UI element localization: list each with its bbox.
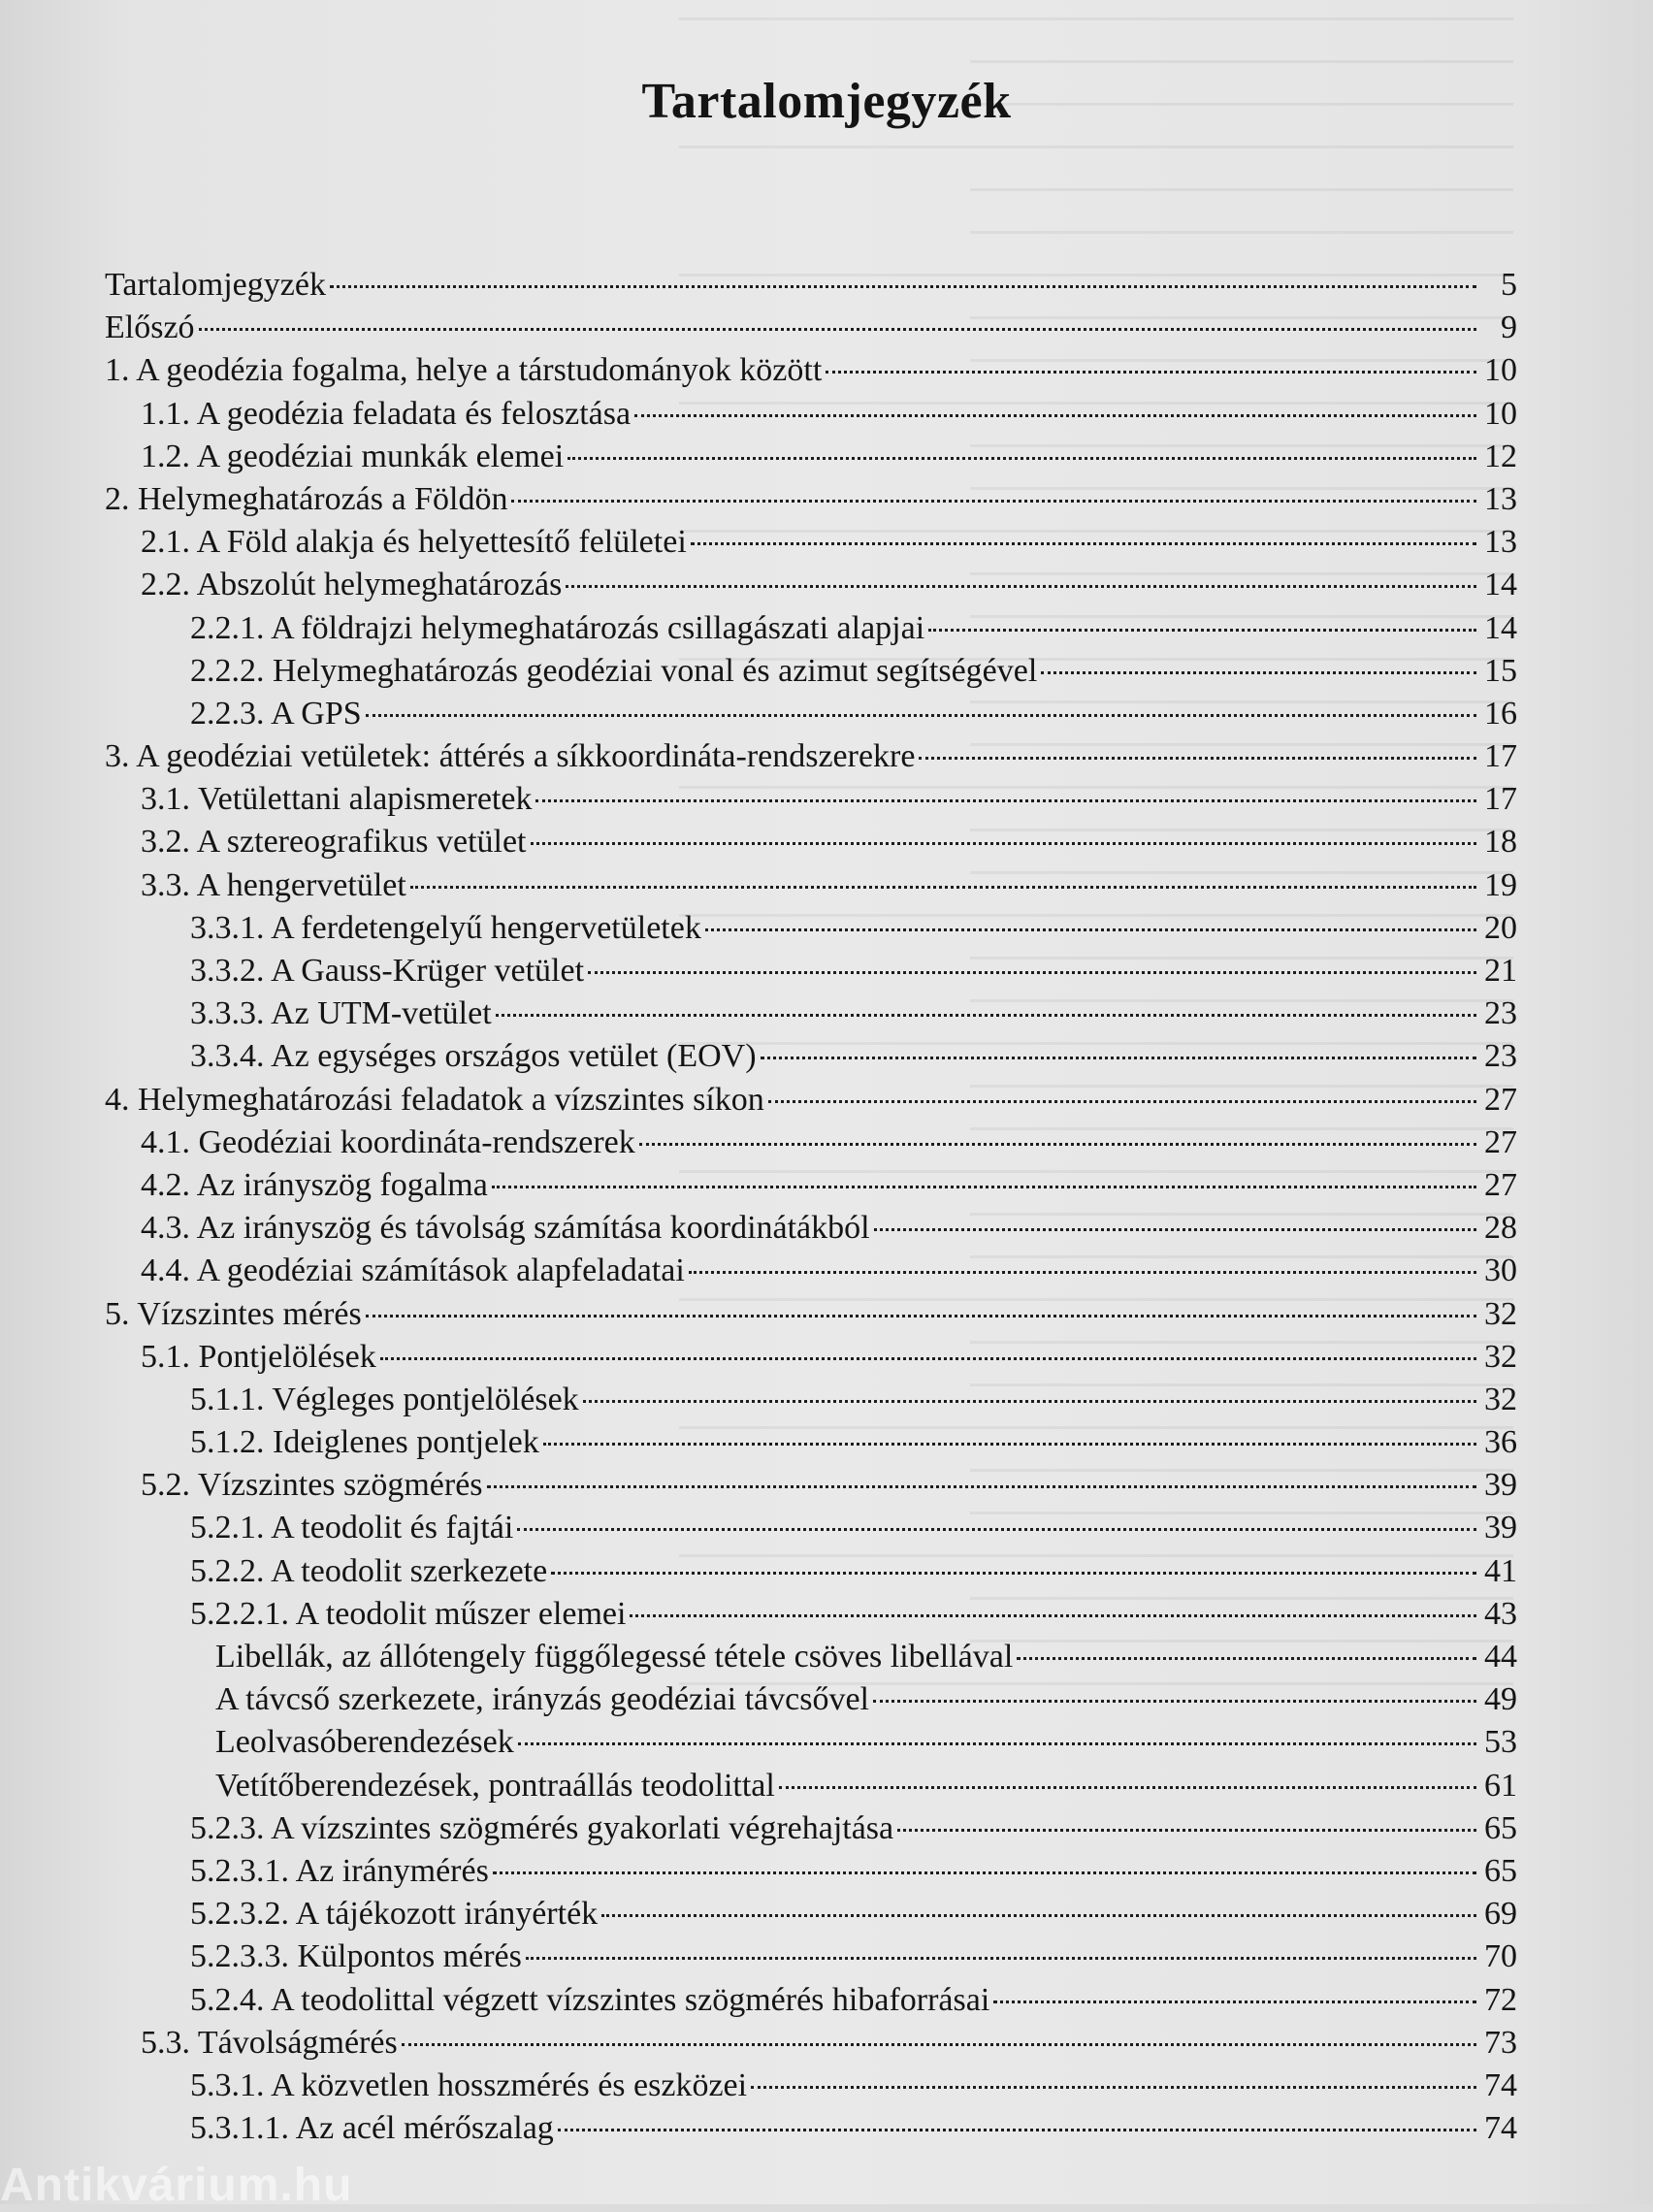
dot-leader bbox=[567, 457, 1476, 460]
show-through-line bbox=[970, 188, 1513, 191]
toc-entry-page-number: 32 bbox=[1484, 1381, 1517, 1417]
toc-entry-label: A távcső szerkezete, irányzás geodéziai távcsővel bbox=[215, 1681, 870, 1718]
toc-entry bbox=[105, 1678, 1517, 1721]
toc-entry-label: 3.3. A hengervetület bbox=[141, 866, 406, 903]
toc-entry-page-number: 5 bbox=[1501, 267, 1517, 303]
toc-entry-label: 2.2.2. Helymeghatározás geodéziai vonal és azimut segítségével bbox=[190, 652, 1038, 689]
toc-entry bbox=[105, 693, 1517, 735]
toc-entry-label: 4.3. Az irányszög és távolság számítása koordinátákból bbox=[141, 1210, 870, 1247]
toc-entry-label: Leolvasóberendezések bbox=[215, 1724, 514, 1761]
toc-entry-page-number: 19 bbox=[1484, 866, 1517, 903]
toc-entry bbox=[105, 1550, 1517, 1593]
toc-entry bbox=[105, 992, 1517, 1035]
dot-leader bbox=[511, 500, 1476, 503]
toc-entry-label: Előszó bbox=[105, 309, 195, 346]
toc-entry-label: Vetítőberendezések, pontraállás teodolittal bbox=[215, 1767, 775, 1804]
toc-entry-page-number: 14 bbox=[1484, 609, 1517, 646]
dot-leader bbox=[689, 1271, 1476, 1274]
show-through-line bbox=[970, 231, 1513, 234]
show-through-line bbox=[679, 17, 1513, 20]
toc-entry-label: 5.2.4. A teodolittal végzett vízszintes szögmérés hibaforrásai bbox=[190, 1981, 990, 2018]
toc-entry-page-number: 10 bbox=[1484, 395, 1517, 432]
toc-entry-page-number: 30 bbox=[1484, 1252, 1517, 1289]
dot-leader bbox=[919, 757, 1476, 760]
toc-entry-label: 5.2.2. A teodolit szerkezete bbox=[190, 1552, 548, 1589]
toc-entry-page-number: 74 bbox=[1484, 2066, 1517, 2103]
toc-entry bbox=[105, 2065, 1517, 2107]
dot-leader bbox=[601, 1914, 1476, 1917]
toc-entry-label: 5.1.1. Végleges pontjelölések bbox=[190, 1381, 579, 1417]
toc-entry-label: 4.1. Geodéziai koordináta-rendszerek bbox=[141, 1123, 635, 1160]
toc-entry bbox=[105, 1122, 1517, 1164]
toc-entry-page-number: 53 bbox=[1484, 1724, 1517, 1761]
dot-leader bbox=[380, 1357, 1476, 1360]
dot-leader bbox=[410, 886, 1476, 889]
toc-entry-label: 5. Vízszintes mérés bbox=[105, 1295, 362, 1332]
dot-leader bbox=[526, 1957, 1476, 1960]
dot-leader bbox=[639, 1143, 1476, 1146]
toc-entry bbox=[105, 1207, 1517, 1250]
toc-entry-page-number: 41 bbox=[1484, 1552, 1517, 1589]
toc-entry-label: Tartalomjegyzék bbox=[105, 267, 326, 303]
toc-entry bbox=[105, 1464, 1517, 1507]
toc-entry-label: 5.2.1. A teodolit és fajtái bbox=[190, 1510, 514, 1546]
toc-entry-page-number: 15 bbox=[1484, 652, 1517, 689]
toc-entry-page-number: 39 bbox=[1484, 1510, 1517, 1546]
toc-entry-label: 2.2.3. A GPS bbox=[190, 695, 362, 732]
toc-entry-page-number: 72 bbox=[1484, 1981, 1517, 2018]
toc-entry-label: 5.2.3.2. A tájékozott irányérték bbox=[190, 1896, 599, 1933]
toc-entry bbox=[105, 1035, 1517, 1078]
toc-entry-page-number: 27 bbox=[1484, 1081, 1517, 1118]
dot-leader bbox=[366, 1315, 1476, 1317]
toc-entry bbox=[105, 1336, 1517, 1379]
toc-entry-label: 3.3.2. A Gauss-Krüger vetület bbox=[190, 953, 585, 989]
dot-leader bbox=[768, 1100, 1476, 1103]
toc-entry bbox=[105, 1507, 1517, 1549]
toc-entry-label: 1. A geodézia fogalma, helye a társtudományok között bbox=[105, 352, 823, 389]
toc-entry bbox=[105, 1293, 1517, 1336]
toc-entry-page-number: 73 bbox=[1484, 2024, 1517, 2061]
dot-leader bbox=[566, 585, 1476, 588]
toc-entry-label: 4.2. Az irányszög fogalma bbox=[141, 1166, 488, 1203]
toc-entry-label: 3.3.4. Az egységes országos vetület (EOV) bbox=[190, 1038, 757, 1075]
toc-entry-label: 5.2.2.1. A teodolit műszer elemei bbox=[190, 1595, 627, 1632]
toc-entry-page-number: 17 bbox=[1484, 781, 1517, 818]
dot-leader bbox=[531, 842, 1476, 845]
toc-entry-page-number: 27 bbox=[1484, 1123, 1517, 1160]
toc-entry bbox=[105, 1250, 1517, 1292]
toc-entry-page-number: 14 bbox=[1484, 567, 1517, 603]
toc-entry-label: 5.2.3.1. Az iránymérés bbox=[190, 1852, 489, 1889]
table-of-contents bbox=[105, 264, 1517, 2150]
dot-leader bbox=[583, 1400, 1476, 1403]
toc-entry-page-number: 49 bbox=[1484, 1681, 1517, 1718]
toc-entry bbox=[105, 1593, 1517, 1636]
dot-leader bbox=[493, 1871, 1476, 1874]
toc-entry-page-number: 21 bbox=[1484, 953, 1517, 989]
dot-leader bbox=[705, 928, 1476, 931]
toc-entry-label: 3.1. Vetülettani alapismeretek bbox=[141, 781, 533, 818]
dot-leader bbox=[761, 1057, 1476, 1059]
toc-entry-label: 4. Helymeghatározási feladatok a vízszintes síkon bbox=[105, 1081, 764, 1118]
toc-entry-page-number: 74 bbox=[1484, 2110, 1517, 2147]
toc-entry-page-number: 13 bbox=[1484, 480, 1517, 517]
toc-entry-label: 3. A geodéziai vetületek: áttérés a síkkoordináta-rendszerekre bbox=[105, 738, 916, 775]
dot-leader bbox=[779, 1786, 1476, 1789]
toc-entry bbox=[105, 821, 1517, 863]
toc-entry-label: 5.2. Vízszintes szögmérés bbox=[141, 1467, 483, 1504]
toc-entry bbox=[105, 478, 1517, 521]
dot-leader bbox=[517, 1528, 1476, 1531]
toc-entry-label: 5.3.1. A közvetlen hosszmérés és eszközei bbox=[190, 2066, 748, 2103]
dot-leader bbox=[630, 1614, 1476, 1617]
toc-entry-page-number: 28 bbox=[1484, 1210, 1517, 1247]
toc-entry-label: 5.3.1.1. Az acél mérőszalag bbox=[190, 2110, 554, 2147]
toc-entry bbox=[105, 650, 1517, 693]
dot-leader bbox=[366, 714, 1476, 717]
toc-entry-label: 3.3.3. Az UTM-vetület bbox=[190, 995, 492, 1032]
dot-leader bbox=[551, 1572, 1476, 1575]
dot-leader bbox=[751, 2086, 1476, 2089]
toc-entry-label: 1.1. A geodézia feladata és felosztása bbox=[141, 395, 632, 432]
toc-entry-page-number: 10 bbox=[1484, 352, 1517, 389]
dot-leader bbox=[993, 2001, 1476, 2003]
toc-entry bbox=[105, 393, 1517, 436]
dot-leader bbox=[691, 542, 1476, 545]
dot-leader bbox=[588, 971, 1476, 974]
toc-entry-label: 5.3. Távolságmérés bbox=[141, 2024, 398, 2061]
toc-entry bbox=[105, 521, 1517, 564]
toc-entry-label: 1.2. A geodéziai munkák elemei bbox=[141, 438, 565, 474]
toc-entry bbox=[105, 950, 1517, 992]
toc-entry-page-number: 13 bbox=[1484, 524, 1517, 561]
toc-entry bbox=[105, 1379, 1517, 1421]
toc-entry-page-number: 39 bbox=[1484, 1467, 1517, 1504]
dot-leader bbox=[496, 1014, 1476, 1017]
toc-entry-page-number: 23 bbox=[1484, 1038, 1517, 1075]
toc-entry-page-number: 32 bbox=[1484, 1338, 1517, 1375]
dot-leader bbox=[1017, 1657, 1476, 1660]
toc-entry bbox=[105, 1721, 1517, 1764]
toc-entry bbox=[105, 564, 1517, 606]
toc-entry bbox=[105, 1079, 1517, 1122]
toc-entry bbox=[105, 1765, 1517, 1807]
toc-entry bbox=[105, 1807, 1517, 1850]
toc-entry bbox=[105, 1164, 1517, 1207]
toc-entry-label: 2.1. A Föld alakja és helyettesítő felületei bbox=[141, 524, 687, 561]
dot-leader bbox=[535, 799, 1476, 802]
toc-entry-label: 4.4. A geodéziai számítások alapfeladatai bbox=[141, 1252, 685, 1289]
toc-entry bbox=[105, 436, 1517, 478]
toc-entry-page-number: 69 bbox=[1484, 1896, 1517, 1933]
toc-entry bbox=[105, 1850, 1517, 1893]
dot-leader bbox=[558, 2129, 1476, 2131]
toc-entry-page-number: 70 bbox=[1484, 1938, 1517, 1975]
toc-entry bbox=[105, 1421, 1517, 1464]
toc-entry bbox=[105, 307, 1517, 349]
toc-entry-page-number: 36 bbox=[1484, 1424, 1517, 1461]
dot-leader bbox=[492, 1186, 1476, 1188]
dot-leader bbox=[897, 1829, 1476, 1832]
toc-entry-label: 2. Helymeghatározás a Földön bbox=[105, 480, 508, 517]
dot-leader bbox=[330, 285, 1476, 288]
toc-entry-label: 5.2.3. A vízszintes szögmérés gyakorlati végrehajtása bbox=[190, 1809, 894, 1846]
toc-entry bbox=[105, 264, 1517, 307]
dot-leader bbox=[928, 629, 1476, 632]
toc-entry-label: 3.3.1. A ferdetengelyű hengervetületek bbox=[190, 909, 701, 946]
dot-leader bbox=[487, 1485, 1476, 1488]
toc-entry bbox=[105, 2107, 1517, 2150]
toc-entry-page-number: 43 bbox=[1484, 1595, 1517, 1632]
toc-entry bbox=[105, 778, 1517, 821]
toc-entry-page-number: 44 bbox=[1484, 1639, 1517, 1675]
dot-leader bbox=[543, 1443, 1476, 1446]
dot-leader bbox=[826, 371, 1476, 374]
toc-entry bbox=[105, 349, 1517, 392]
toc-entry-page-number: 9 bbox=[1501, 309, 1517, 346]
toc-entry-label: 5.1.2. Ideiglenes pontjelek bbox=[190, 1424, 539, 1461]
watermark-logo: Antikvárium.hu bbox=[0, 2160, 353, 2211]
toc-entry-page-number: 32 bbox=[1484, 1295, 1517, 1332]
page-title: Tartalomjegyzék bbox=[641, 73, 1012, 129]
toc-entry-page-number: 16 bbox=[1484, 695, 1517, 732]
toc-entry-page-number: 18 bbox=[1484, 824, 1517, 861]
toc-entry bbox=[105, 735, 1517, 778]
dot-leader bbox=[634, 414, 1476, 417]
show-through-line bbox=[679, 146, 1513, 148]
toc-entry bbox=[105, 864, 1517, 907]
dot-leader bbox=[518, 1742, 1476, 1745]
toc-entry-label: Libellák, az állótengely függőlegessé tétele csöves libellával bbox=[215, 1639, 1014, 1675]
toc-entry-page-number: 20 bbox=[1484, 909, 1517, 946]
toc-entry-page-number: 61 bbox=[1484, 1767, 1517, 1804]
toc-entry-page-number: 23 bbox=[1484, 995, 1517, 1032]
toc-entry bbox=[105, 1936, 1517, 1978]
toc-entry-page-number: 65 bbox=[1484, 1852, 1517, 1889]
toc-entry-page-number: 12 bbox=[1484, 438, 1517, 474]
toc-entry bbox=[105, 2022, 1517, 2065]
toc-entry bbox=[105, 607, 1517, 650]
toc-entry-page-number: 65 bbox=[1484, 1809, 1517, 1846]
toc-entry bbox=[105, 1893, 1517, 1936]
dot-leader bbox=[873, 1700, 1476, 1703]
dot-leader bbox=[199, 328, 1476, 331]
dot-leader bbox=[1041, 671, 1476, 674]
toc-entry-page-number: 27 bbox=[1484, 1166, 1517, 1203]
toc-entry bbox=[105, 1979, 1517, 2022]
toc-entry bbox=[105, 1636, 1517, 1678]
toc-entry-page-number: 17 bbox=[1484, 738, 1517, 775]
show-through-line bbox=[970, 60, 1513, 63]
toc-entry-label: 3.2. A sztereografikus vetület bbox=[141, 824, 527, 861]
toc-entry-label: 2.2.1. A földrajzi helymeghatározás csillagászati alapjai bbox=[190, 609, 925, 646]
dot-leader bbox=[874, 1228, 1476, 1231]
toc-entry bbox=[105, 907, 1517, 950]
toc-entry-label: 5.1. Pontjelölések bbox=[141, 1338, 376, 1375]
toc-entry-label: 2.2. Abszolút helymeghatározás bbox=[141, 567, 563, 603]
toc-entry-label: 5.2.3.3. Külpontos mérés bbox=[190, 1938, 522, 1975]
dot-leader bbox=[402, 2043, 1476, 2046]
